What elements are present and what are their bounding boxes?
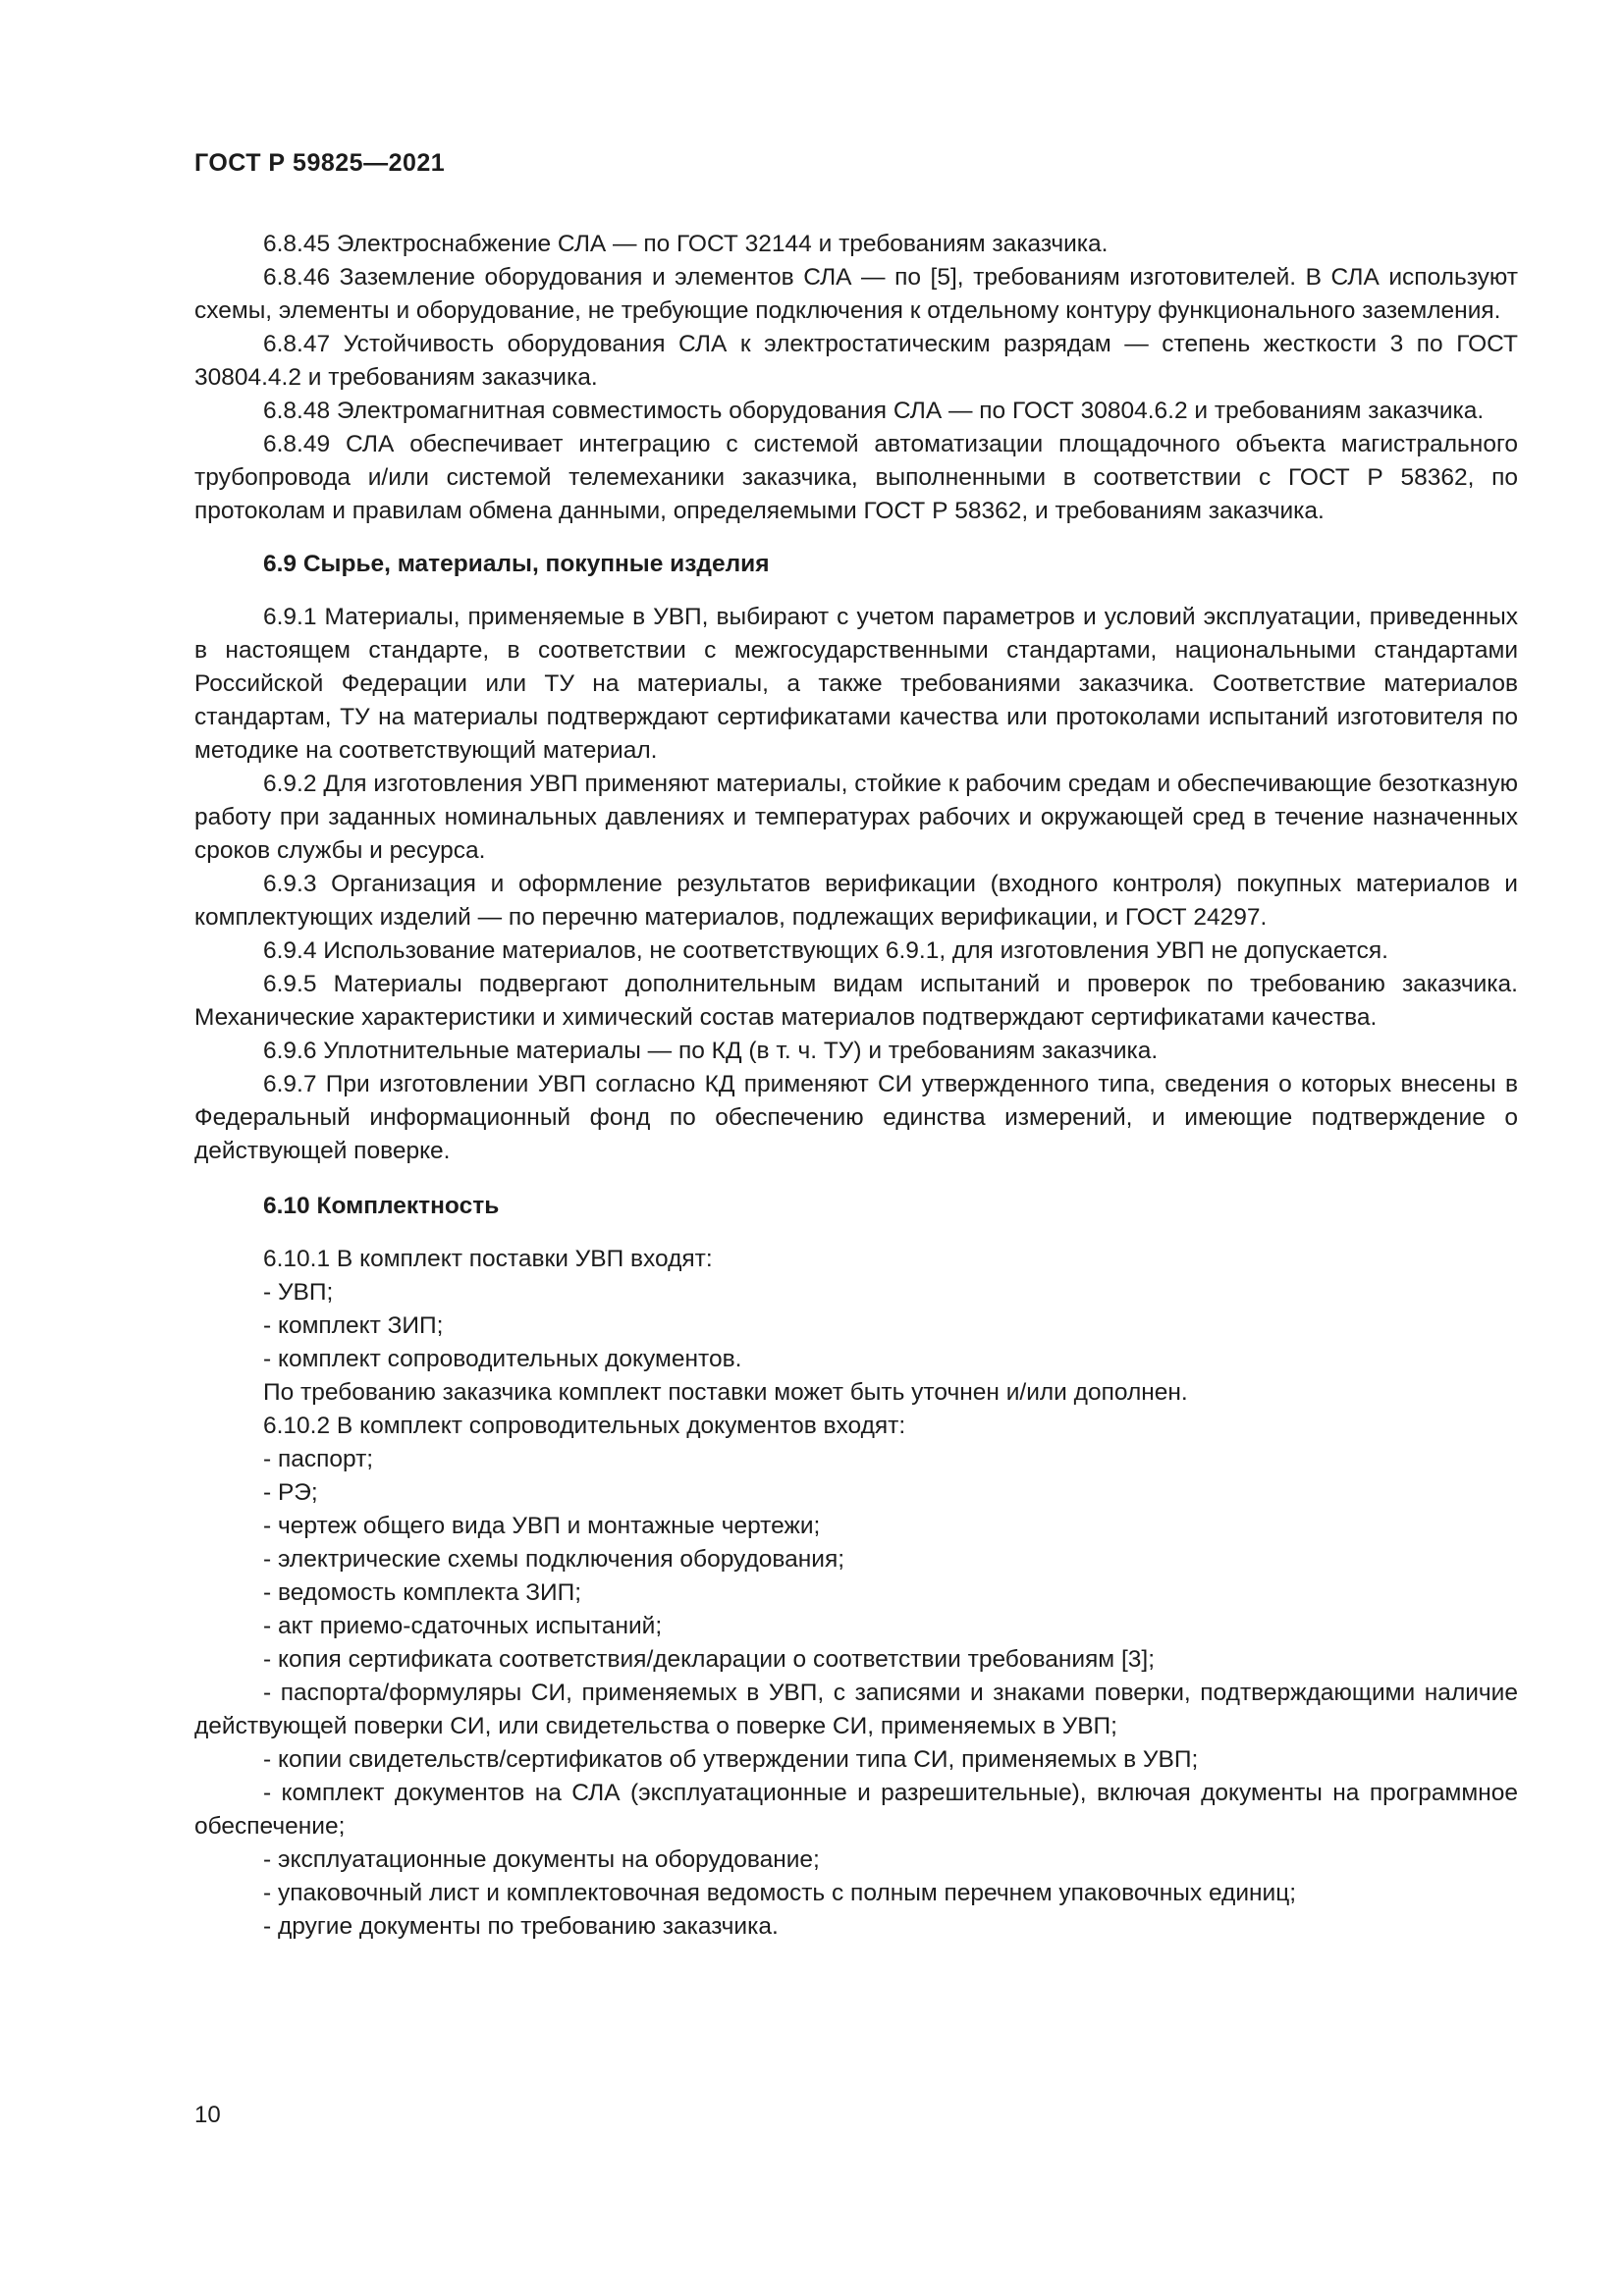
clause-6-10-2: 6.10.2 В комплект сопроводительных документов входят: xyxy=(263,1413,906,1439)
clause-6-9-3: 6.9.3 Организация и оформление результатов верификации (входного контроля) покупных материалов и комплектующих изделий — по перечню материалов, подлежащих верификации, и ГОСТ 24297. xyxy=(194,871,1518,931)
document-code-header: ГОСТ Р 59825—2021 xyxy=(194,149,446,177)
clause-6-9-6: 6.9.6 Уплотнительные материалы — по КД (в т. ч. ТУ) и требованиям заказчика. xyxy=(263,1038,1159,1064)
list-item: - ведомость комплекта ЗИП; xyxy=(263,1579,582,1606)
clause-6-8-45: 6.8.45 Электроснабжение СЛА — по ГОСТ 32144 и требованиям заказчика. xyxy=(263,231,1109,257)
clause-6-8-46: 6.8.46 Заземление оборудования и элементов СЛА — по [5], требованиям изготовителей. В СЛА используют схемы, элементы и оборудование, не требующие подключения к отдельному контуру функционального заземления. xyxy=(194,264,1518,324)
clause-6-9-4: 6.9.4 Использование материалов, не соответствующих 6.9.1, для изготовления УВП не допускается. xyxy=(263,937,1388,964)
section-heading-6-9: 6.9 Сырье, материалы, покупные изделия xyxy=(263,551,770,577)
list-item: - копии свидетельств/сертификатов об утверждении типа СИ, применяемых в УВП; xyxy=(263,1746,1199,1773)
list-item: - электрические схемы подключения оборудования; xyxy=(263,1546,845,1573)
list-item: - акт приемо-сдаточных испытаний; xyxy=(263,1613,663,1639)
clause-6-8-47: 6.8.47 Устойчивость оборудования СЛА к электростатическим разрядам — степень жесткости 3 по ГОСТ 30804.4.2 и требованиям заказчика. xyxy=(194,331,1518,391)
section-heading-6-10: 6.10 Комплектность xyxy=(263,1193,500,1219)
list-item: - УВП; xyxy=(263,1279,334,1306)
list-item: - упаковочный лист и комплектовочная ведомость с полным перечнем упаковочных единиц; xyxy=(263,1880,1297,1906)
list-item: - чертеж общего вида УВП и монтажные чертежи; xyxy=(263,1513,821,1539)
list-item: - эксплуатационные документы на оборудование; xyxy=(263,1846,820,1873)
clause-6-8-49: 6.8.49 СЛА обеспечивает интеграцию с системой автоматизации площадочного объекта магистрального трубопровода и/или системой телемеханики заказчика, выполненными в соответствии с ГОСТ Р 58362, по протоколам и правилам обмена данными, определяемыми ГОСТ Р 58362, и требованиям заказчика. xyxy=(194,431,1518,524)
list-item: - паспорт; xyxy=(263,1446,374,1472)
list-item: - копия сертификата соответствия/декларации о соответствии требованиям [3]; xyxy=(263,1646,1156,1673)
supply-note: По требованию заказчика комплект поставки может быть уточнен и/или дополнен. xyxy=(263,1379,1188,1406)
list-item: - другие документы по требованию заказчика. xyxy=(263,1913,779,1940)
list-item: - паспорта/формуляры СИ, применяемых в УВП, с записями и знаками поверки, подтверждающими наличие действующей поверки СИ, или свидетельства о поверке СИ, применяемых в УВП; xyxy=(194,1680,1518,1739)
clause-6-10-1: 6.10.1 В комплект поставки УВП входят: xyxy=(263,1246,713,1272)
page-number: 10 xyxy=(194,2102,221,2128)
clause-6-9-2: 6.9.2 Для изготовления УВП применяют материалы, стойкие к рабочим средам и обеспечивающие безотказную работу при заданных номинальных давлениях и температурах рабочих и окружающей сред в течение назначенных сроков службы и ресурса. xyxy=(194,771,1518,864)
clause-6-8-48: 6.8.48 Электромагнитная совместимость оборудования СЛА — по ГОСТ 30804.6.2 и требованиям заказчика. xyxy=(263,398,1485,424)
list-item: - РЭ; xyxy=(263,1479,318,1506)
clause-6-9-7: 6.9.7 При изготовлении УВП согласно КД применяют СИ утвержденного типа, сведения о которых внесены в Федеральный информационный фонд по обеспечению единства измерений, и имеющие подтверждение о действующей поверке. xyxy=(194,1071,1518,1164)
list-item: - комплект документов на СЛА (эксплуатационные и разрешительные), включая документы на программное обеспечение; xyxy=(194,1780,1518,1840)
list-item: - комплект ЗИП; xyxy=(263,1312,444,1339)
clause-6-9-5: 6.9.5 Материалы подвергают дополнительным видам испытаний и проверок по требованию заказчика. Механические характеристики и химический состав материалов подтверждают сертификатами качества. xyxy=(194,971,1518,1031)
clause-6-9-1: 6.9.1 Материалы, применяемые в УВП, выбирают с учетом параметров и условий эксплуатации, приведенных в настоящем стандарте, в соответствии с межгосударственными стандартами, национальными стандартами Российской Федерации или ТУ на материалы, а также требованиями заказчика. Соответствие материалов стандартам, ТУ на материалы подтверждают сертификатами качества или протоколами испытаний изготовителя по методике на соответствующий материал. xyxy=(194,604,1518,764)
list-item: - комплект сопроводительных документов. xyxy=(263,1346,742,1372)
document-body xyxy=(194,228,1518,1944)
